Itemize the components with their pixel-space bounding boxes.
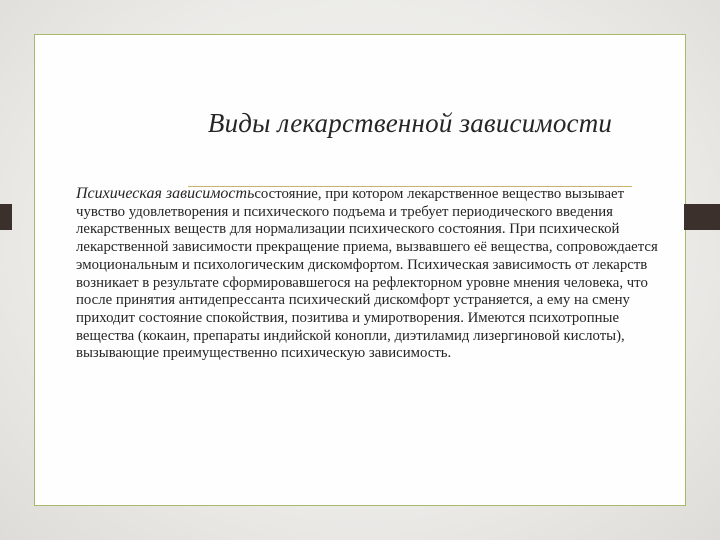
body-text: состояние, при котором лекарственное вещество вызывает чувство удовлетворения и психического подъема и требует периодического введения лекарственных веществ для нормализации психического состояния. При психической лекарственной зависимости прекращение приема, вызвавшего её вещества, сопровождается эмоциональным и психологическим дискомфортом. Психическая зависимость от лекарств возникает в результате сформировавшегося на рефлекторном уровне мнения человека, что после принятия антидепрессанта психический дискомфорт устраняется, а ему на смену приходит состояние спокойствия, позитива и умиротворения. Имеются психотропные вещества (кокаин, препараты индийской конопли, диэтиламид лизергиновой кислоты), вызывающие преимущественно психическую зависимость.: [76, 186, 658, 362]
term-psychic-dependence: Психическая зависимость: [76, 185, 255, 202]
slide-title: Виды лекарственной зависимости: [207, 108, 613, 138]
right-decor-tab: [684, 204, 720, 230]
body-paragraph: [76, 185, 670, 363]
left-decor-tab: [0, 204, 12, 230]
